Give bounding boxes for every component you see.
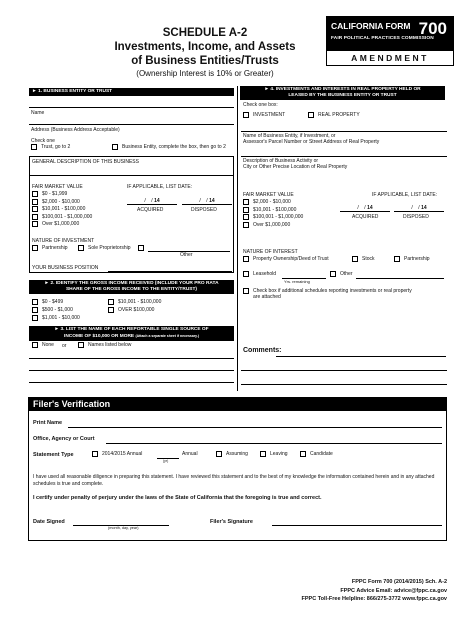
nature-partnership[interactable]: Partnership	[32, 245, 68, 251]
s4-acquired-date[interactable]: / / 14	[340, 205, 390, 212]
s4-fmv-option[interactable]: $100,001 - $1,000,000	[243, 214, 303, 220]
filer-signature-label: Filer's Signature	[210, 519, 253, 525]
schedule-label: SCHEDULE A-2	[162, 27, 248, 39]
title-line-2: of Business Entities/Trusts	[131, 55, 279, 67]
form-id-box	[326, 16, 454, 66]
income-option[interactable]: $1,001 - $10,000	[32, 315, 80, 321]
s4-nature-label: NATURE OF INTEREST	[243, 249, 298, 255]
footer-helpline: FPPC Toll-Free Helpline: 866/275-3772 www.fppc.ca.gov	[301, 596, 447, 602]
fmv-option[interactable]: $0 - $1,999	[32, 191, 92, 197]
s1-dates-label: IF APPLICABLE, LIST DATE:	[127, 184, 193, 190]
income-option[interactable]: OVER $100,000	[108, 307, 161, 313]
comments-line[interactable]	[276, 356, 446, 357]
s1-acquired-date[interactable]: / / 14	[127, 198, 177, 205]
income-option[interactable]: $500 - $1,000	[32, 307, 80, 313]
s3-or: or	[62, 343, 67, 349]
type-assuming[interactable]: Assuming	[216, 451, 248, 457]
statement-type-label: Statement Type	[33, 452, 74, 458]
filer-signature-line[interactable]	[272, 525, 442, 526]
schedule-title	[95, 26, 315, 79]
s4-name-line[interactable]	[241, 131, 447, 132]
s4-dates-label: IF APPLICABLE, LIST DATE:	[372, 192, 438, 198]
s3-none-option[interactable]: None	[32, 342, 54, 348]
comments-line[interactable]	[241, 370, 447, 371]
title-subtitle: (Ownership Interest is 10% or Greater)	[136, 69, 274, 78]
s1-position-label: YOUR BUSINESS POSITION	[32, 265, 99, 271]
s2-options-left	[32, 299, 80, 321]
fmv-option[interactable]: $10,001 - $100,000	[32, 206, 92, 212]
comments-label: Comments:	[243, 347, 282, 354]
trust-checkbox[interactable]	[31, 144, 37, 150]
s1-fmv-list	[32, 191, 92, 227]
s4-other-line[interactable]	[356, 278, 444, 279]
form-id-top	[327, 17, 453, 51]
s4-disposed-label: DISPOSED	[403, 214, 429, 220]
s1-line	[29, 107, 234, 108]
print-name-line[interactable]	[68, 427, 442, 428]
s1-disposed-label: DISPOSED	[191, 207, 217, 213]
type-2014-annual[interactable]: 2014/2015 Annual	[92, 451, 142, 457]
s4-desc-line[interactable]	[241, 156, 447, 157]
type-candidate[interactable]: Candidate	[300, 451, 333, 457]
footer	[302, 578, 448, 604]
s4-name-label: Name of Business Entity, if Investment, or Assessor's Parcel Number or Street Address of Real Property	[243, 133, 380, 145]
s2-options-right	[108, 299, 161, 313]
s4-acquired-label: ACQUIRED	[352, 214, 379, 220]
s4-yrs-remaining: Yrs. remaining	[284, 279, 310, 284]
nature-other[interactable]	[138, 245, 146, 251]
s4-fmv-option[interactable]: Over $1,000,000	[243, 222, 303, 228]
s4-investment-option[interactable]: INVESTMENT	[243, 112, 285, 118]
s1-position-line[interactable]	[108, 271, 232, 272]
comments-line[interactable]	[241, 384, 447, 385]
s4-leasehold[interactable]: Leasehold	[243, 271, 276, 277]
yr-hint: (yr)	[163, 459, 169, 463]
s3-line[interactable]	[29, 358, 234, 359]
s1-check-one: Check one	[31, 138, 55, 144]
office-label: Office, Agency or Court	[33, 436, 95, 442]
income-option[interactable]: $0 - $499	[32, 299, 80, 305]
s3-line[interactable]	[29, 370, 234, 371]
s4-additional-schedules[interactable]: Check box if additional schedules reporting investments or real property are attached	[243, 288, 412, 300]
section1-header: ► 1. BUSINESS ENTITY OR TRUST	[29, 88, 234, 96]
s4-partnership[interactable]: Partnership	[394, 256, 430, 262]
fmv-option[interactable]: $2,000 - $10,000	[32, 199, 92, 205]
s1-trust-option[interactable]: Trust, go to 2	[31, 144, 70, 150]
s4-stock[interactable]: Stock	[352, 256, 375, 262]
s1-general-desc: GENERAL DESCRIPTION OF THIS BUSINESS	[32, 159, 139, 165]
date-signed-label: Date Signed	[33, 519, 65, 525]
amendment-label: AMENDMENT	[351, 53, 429, 63]
s1-name-line[interactable]	[29, 124, 234, 125]
s4-fmv-list	[243, 199, 303, 228]
fmv-option[interactable]: Over $1,000,000	[32, 221, 92, 227]
section3-header: ► 3. LIST THE NAME OF EACH REPORTABLE SINGLE SOURCE OF INCOME OF $10,000 OR MORE (Attach a separate sheet if necessary.)	[29, 326, 234, 341]
income-option[interactable]: $10,001 - $100,000	[108, 299, 161, 305]
office-line[interactable]	[106, 443, 442, 444]
filer-header: Filer's Verification	[28, 397, 447, 411]
certify-statement: I certify under penalty of perjury under the laws of the State of California that the foregoing is true and correct.	[33, 495, 322, 501]
s1-fmv-label: FAIR MARKET VALUE	[32, 184, 83, 190]
s4-fmv-label: FAIR MARKET VALUE	[243, 192, 294, 198]
form-number: 700	[418, 19, 447, 38]
s4-disposed-date[interactable]: / / 14	[394, 205, 444, 212]
date-hint: (month, day, year)	[108, 526, 139, 530]
s1-disposed-date[interactable]: / / 14	[182, 198, 232, 205]
s1-address-label: Address (Business Address Acceptable)	[31, 127, 120, 133]
section2-header: ► 2. IDENTIFY THE GROSS INCOME RECEIVED (INCLUDE YOUR PRO RATA SHARE OF THE GROSS INCOME TO THE ENTITY/TRUST)	[29, 280, 234, 294]
section4-header: ► 4. INVESTMENTS AND INTERESTS IN REAL PROPERTY HELD OR LEASED BY THE BUSINESS ENTITY OR TRUST	[240, 86, 445, 100]
s4-desc-label: Description of Business Activity or City or Other Precise Location of Real Property	[243, 158, 348, 170]
entity-checkbox[interactable]	[112, 144, 118, 150]
diligence-statement: I have used all reasonable diligence in preparing this statement. I have reviewed this statement and to the best of my knowledge the information contained herein and in any attached schedules is true and complete.	[33, 474, 435, 487]
nature-sole-prop[interactable]: Sole Proprietorship	[78, 245, 131, 251]
s1-name-label: Name	[31, 110, 45, 116]
s1-acquired-label: ACQUIRED	[137, 207, 164, 213]
form-agency: FAIR POLITICAL PRACTICES COMMISSION	[331, 36, 434, 41]
type-annual[interactable]: Annual	[182, 451, 198, 457]
s4-real-property-option[interactable]: REAL PROPERTY	[308, 112, 360, 118]
print-name-label: Print Name	[33, 420, 63, 426]
fmv-option[interactable]: $100,001 - $1,000,000	[32, 214, 92, 220]
s4-property-ownership[interactable]: Property Ownership/Deed of Trust	[243, 256, 329, 262]
s4-fmv-option[interactable]: $2,000 - $10,000	[243, 199, 303, 205]
title-line-1: Investments, Income, and Assets	[114, 41, 296, 53]
s4-other[interactable]: Other	[330, 271, 353, 277]
s1-nature-label: NATURE OF INVESTMENT	[32, 238, 95, 244]
column-divider	[237, 86, 238, 391]
footer-advice-email: FPPC Advice Email: advice@fppc.ca.gov	[340, 587, 447, 594]
form-state-label: CALIFORNIA FORM	[331, 21, 411, 31]
s4-fmv-option[interactable]: $10,001 - $100,000	[243, 207, 303, 213]
nature-other-label: Other	[180, 252, 193, 258]
s1-entity-option[interactable]: Business Entity, complete the box, then go to 2	[112, 144, 226, 150]
type-leaving[interactable]: Leaving	[260, 451, 288, 457]
s3-names-option[interactable]: Names listed below	[78, 342, 131, 348]
footer-form-id: FPPC Form 700 (2014/2015) Sch. A-2	[351, 579, 447, 585]
s1-desc-line[interactable]	[29, 175, 234, 176]
s3-line[interactable]	[29, 382, 234, 383]
s4-check-one: Check one box:	[243, 102, 278, 108]
